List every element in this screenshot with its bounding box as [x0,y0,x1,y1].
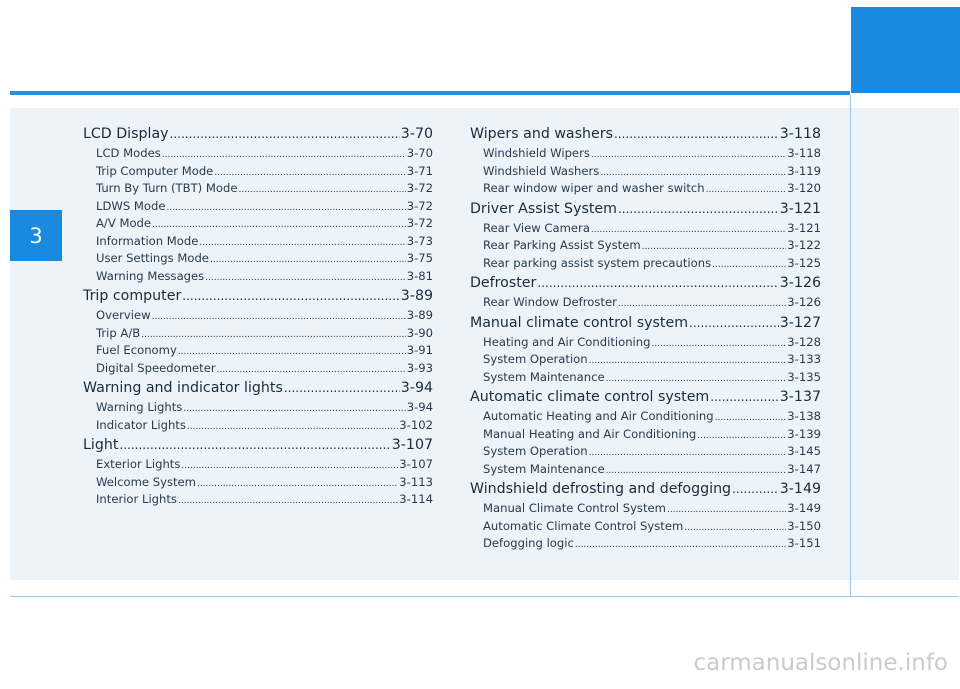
section-page: 3-137 [779,389,821,405]
toc-subentry[interactable] [470,443,821,461]
subentry-title: System Maintenance [483,369,605,384]
leader-dots [575,537,786,555]
toc-subentry[interactable] [470,408,821,426]
subentry-page: 3-91 [406,343,433,357]
subentry-page: 3-151 [787,536,821,550]
leader-dots [618,198,779,220]
section-page: 3-149 [779,481,821,497]
header-rule [10,91,850,95]
subentry-title: Defogging logic [483,536,574,550]
toc-subentry[interactable] [83,250,433,268]
toc-section-entry[interactable] [470,312,821,334]
toc-section-entry[interactable] [83,123,433,145]
toc-subentry[interactable] [470,535,821,553]
leader-dots [591,147,786,165]
toc-section-entry[interactable] [470,123,821,145]
section-title: Warning and indicator lights [83,380,283,396]
subentry-page: 3-138 [787,409,821,423]
toc-section-entry[interactable] [470,386,821,408]
subentry-title: A/V Mode [96,216,152,230]
subentry-title: Warning Lights [96,400,183,414]
subentry-title: Overview [96,308,151,322]
subentry-title: Exterior Lights [96,457,181,471]
subentry-page: 3-118 [787,146,821,160]
toc-section-entry[interactable] [470,272,821,294]
leader-dots [715,410,787,428]
section-title: Driver Assist System [470,200,617,217]
toc-subentry[interactable] [83,268,433,286]
toc-subentry[interactable] [470,461,821,479]
subentry-page: 3-90 [406,325,433,340]
section-page: 3-118 [779,126,821,142]
toc-subentry[interactable] [470,369,821,387]
section-title: LCD Display [83,126,169,142]
subentry-title: Warning Messages [96,268,205,283]
leader-dots [537,272,778,294]
subentry-page: 3-149 [787,501,821,515]
toc-subentry[interactable] [83,360,433,378]
toc-subentry[interactable] [470,255,821,273]
toc-subentry[interactable] [83,325,433,343]
section-title: Manual climate control system [470,314,689,331]
subentry-page: 3-119 [787,163,821,178]
section-title: Defroster [470,275,537,291]
toc-subentry[interactable] [83,163,433,181]
subentry-title: Turn By Turn (TBT) Mode [96,181,238,195]
leader-dots [589,353,787,371]
leader-dots [199,235,405,253]
subentry-page: 3-70 [406,146,433,160]
subentry-title: LDWS Mode [96,198,166,213]
subentry-page: 3-122 [787,238,821,252]
section-page: 3-107 [391,437,433,453]
toc-subentry[interactable] [83,145,433,163]
subentry-page: 3-73 [406,233,433,248]
subentry-title: LCD Modes [96,146,161,160]
watermark: carmanualsonline.info [693,650,948,676]
leader-dots [141,327,405,345]
subentry-page: 3-113 [399,474,433,489]
subentry-title: Windshield Wipers [483,146,590,160]
subentry-page: 3-139 [787,426,821,441]
toc-section-entry[interactable] [83,377,433,399]
toc-subentry[interactable] [470,518,821,536]
subentry-title: Automatic Heating and Air Conditioning [483,409,714,423]
subentry-title: Digital Speedometer [96,360,216,375]
leader-dots [697,428,786,446]
leader-dots [710,386,779,408]
subentry-title: Manual Climate Control System [483,501,666,515]
section-page: 3-94 [400,380,433,396]
subentry-page: 3-75 [406,251,433,265]
toc-subentry[interactable] [83,399,433,417]
toc-column-right [470,123,821,553]
subentry-title: Indicator Lights [96,417,186,432]
leader-dots [182,285,400,307]
leader-dots [166,200,405,218]
leader-dots [214,165,405,183]
subentry-page: 3-121 [787,220,821,235]
subentry-page: 3-126 [787,295,821,309]
leader-dots [170,123,400,145]
subentry-page: 3-147 [787,461,821,476]
subentry-title: System Operation [483,444,588,458]
subentry-page: 3-120 [787,181,821,195]
leader-dots [284,377,400,399]
subentry-title: System Operation [483,352,588,366]
subentry-title: Information Mode [96,233,199,248]
toc-column-left [83,123,433,509]
footer-rule [10,596,959,597]
toc-subentry[interactable] [470,220,821,238]
toc-section-entry[interactable] [83,285,433,307]
toc-subentry[interactable] [83,417,433,435]
subentry-title: Automatic Climate Control System [483,518,684,533]
leader-dots [152,309,406,327]
subentry-page: 3-102 [399,417,433,432]
subentry-title: Interior Lights [96,492,177,506]
chapter-tab[interactable]: 3 [10,210,62,261]
subentry-page: 3-128 [787,334,821,349]
toc-subentry[interactable] [83,456,433,474]
subentry-title: Fuel Economy [96,343,177,357]
section-page: 3-126 [779,275,821,291]
subentry-page: 3-145 [787,444,821,458]
section-page: 3-121 [779,200,821,217]
toc-subentry[interactable] [470,426,821,444]
section-page: 3-70 [400,126,433,142]
subentry-title: Rear Window Defroster [483,295,617,309]
leader-dots [614,123,779,145]
toc-subentry[interactable] [470,351,821,369]
leader-dots [238,182,405,200]
leader-dots [183,401,405,419]
subentry-page: 3-94 [406,400,433,414]
toc-subentry[interactable] [470,180,821,198]
subentry-title: Trip Computer Mode [96,163,214,178]
toc-subentry[interactable] [470,294,821,312]
section-title: Light [83,437,119,453]
subentry-page: 3-107 [399,457,433,471]
subentry-title: System Maintenance [483,461,605,476]
section-page: 3-89 [400,288,433,304]
toc-subentry[interactable] [83,307,433,325]
toc-section-entry[interactable] [83,434,433,456]
toc-section-entry[interactable] [470,478,821,500]
section-title: Automatic climate control system [470,389,710,405]
toc-subentry[interactable] [83,474,433,492]
subentry-title: Windshield Washers [483,163,600,178]
page-edge-line [850,95,851,597]
subentry-title: Rear parking assist system precautions [483,255,712,270]
leader-dots [119,434,390,456]
subentry-page: 3-72 [406,198,433,213]
leader-dots [689,312,779,334]
toc-subentry[interactable] [83,491,433,509]
toc-subentry[interactable] [470,500,821,518]
leader-dots [589,445,787,463]
leader-dots [210,252,406,270]
leader-dots [178,493,398,511]
subentry-title: User Settings Mode [96,251,209,265]
toc-subentry[interactable] [83,198,433,216]
toc-subentry[interactable] [83,233,433,251]
toc-subentry[interactable] [470,237,821,255]
leader-dots [181,458,398,476]
subentry-title: Trip A/B [96,325,141,340]
subentry-page: 3-71 [406,163,433,178]
subentry-title: Rear Parking Assist System [483,238,641,252]
subentry-page: 3-125 [787,255,821,270]
toc-subentry[interactable] [83,180,433,198]
section-title: Windshield defrosting and defogging [470,481,732,497]
section-title: Wipers and washers [470,126,613,142]
subentry-title: Manual Heating and Air Conditioning [483,426,697,441]
subentry-title: Rear window wiper and washer switch [483,181,705,195]
subentry-page: 3-93 [406,360,433,375]
subentry-page: 3-133 [787,352,821,366]
section-page: 3-127 [779,314,821,331]
leader-dots [667,502,786,520]
toc-subentry[interactable] [470,334,821,352]
toc-subentry[interactable] [470,145,821,163]
subentry-page: 3-72 [406,216,433,230]
leader-dots [684,520,786,538]
leader-dots [651,336,786,354]
corner-block [851,7,960,93]
subentry-page: 3-89 [406,308,433,322]
toc-subentry[interactable] [470,163,821,181]
subentry-title: Heating and Air Conditioning [483,334,651,349]
subentry-page: 3-81 [406,268,433,283]
toc-section-entry[interactable] [470,198,821,220]
subentry-title: Welcome System [96,474,196,489]
leader-dots [197,476,398,494]
subentry-page: 3-72 [406,181,433,195]
subentry-title: Rear View Camera [483,220,590,235]
toc-subentry[interactable] [83,342,433,360]
leader-dots [732,478,779,500]
subentry-page: 3-135 [787,369,821,384]
subentry-page: 3-150 [787,518,821,533]
section-title: Trip computer [83,288,182,304]
toc-subentry[interactable] [83,215,433,233]
subentry-page: 3-114 [399,492,433,506]
